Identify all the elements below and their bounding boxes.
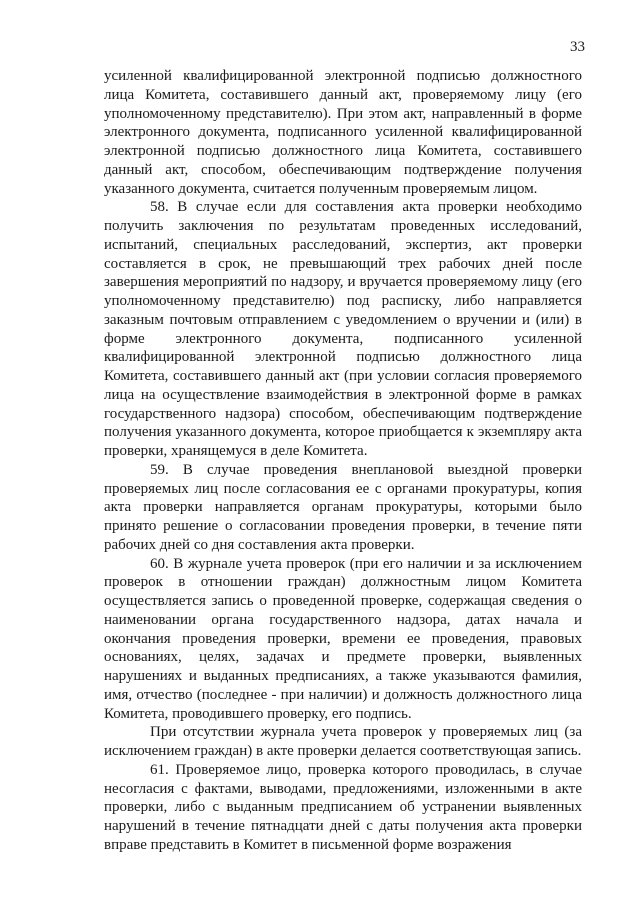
paragraph-60-note: При отсутствии журнала учета проверок у проверяемых лиц (за исключением граждан) в акте проверки делается соответствующая запись.	[104, 724, 582, 759]
paragraph-58: 58. В случае если для составления акта проверки необходимо получить заключения по результатам проведенных исследований, испытаний, специальных расследований, экспертиз, акт проверки составляется в срок, не превышающий трех рабочих дней после завершения мероприятий по надзору, и вручается проверяемому лицу (его уполномоченному представителю) под расписку, либо направляется заказным почтовым отправлением с уведомлением о вручении и (или) в форме электронного документа, подписанного усиленной квалифицированной электронной подписью должностного лица Комитета, составившего данный акт (при условии согласия проверяемого лица на осуществление взаимодействия в электронной форме в рамках государственного надзора) способом, обеспечивающим подтверждение получения указанного документа, которое приобщается к экземпляру акта проверки, хранящемуся в деле Комитета.	[104, 199, 582, 459]
paragraph-60: 60. В журнале учета проверок (при его наличии и за исключением проверок в отношении граждан) должностным лицом Комитета осуществляется запись о проведенной проверке, содержащая сведения о наименовании органа государственного надзора, датах начала и окончания проведения проверки, времени ее проведения, правовых основаниях, целях, задачах и предмете проверки, выявленных нарушениях и выданных предписаниях, а также указываются фамилия, имя, отчество (последнее - при наличии) и должность должностного лица Комитета, проводившего проверку, его подпись.	[104, 555, 582, 722]
document-body	[104, 67, 582, 855]
page-number: 33	[570, 39, 585, 55]
paragraph-59: 59. В случае проведения внеплановой выездной проверки проверяемых лиц после согласования ее с органами прокуратуры, копия акта проверки направляется органам прокуратуры, которыми было принято решение о согласовании проведения проверки, в течение пяти рабочих дней со дня составления акта проверки.	[104, 461, 582, 553]
paragraph-continuation: усиленной квалифицированной электронной подписью должностного лица Комитета, составившего данный акт, проверяемому лицу (его уполномоченному представителю). При этом акт, направленный в форме электронного документа, подписанного усиленной квалифицированной электронной подписью должностного лица Комитета, составившего данный акт, способом, обеспечивающим подтверждение получения указанного документа, считается полученным проверяемым лицом.	[104, 68, 582, 197]
paragraph-61: 61. Проверяемое лицо, проверка которого проводилась, в случае несогласия с фактами, выводами, предложениями, изложенными в акте проверки, либо с выданным предписанием об устранении выявленных нарушений в течение пятнадцати дней с даты получения акта проверки вправе представить в Комитет в письменной форме возражения	[104, 761, 582, 853]
